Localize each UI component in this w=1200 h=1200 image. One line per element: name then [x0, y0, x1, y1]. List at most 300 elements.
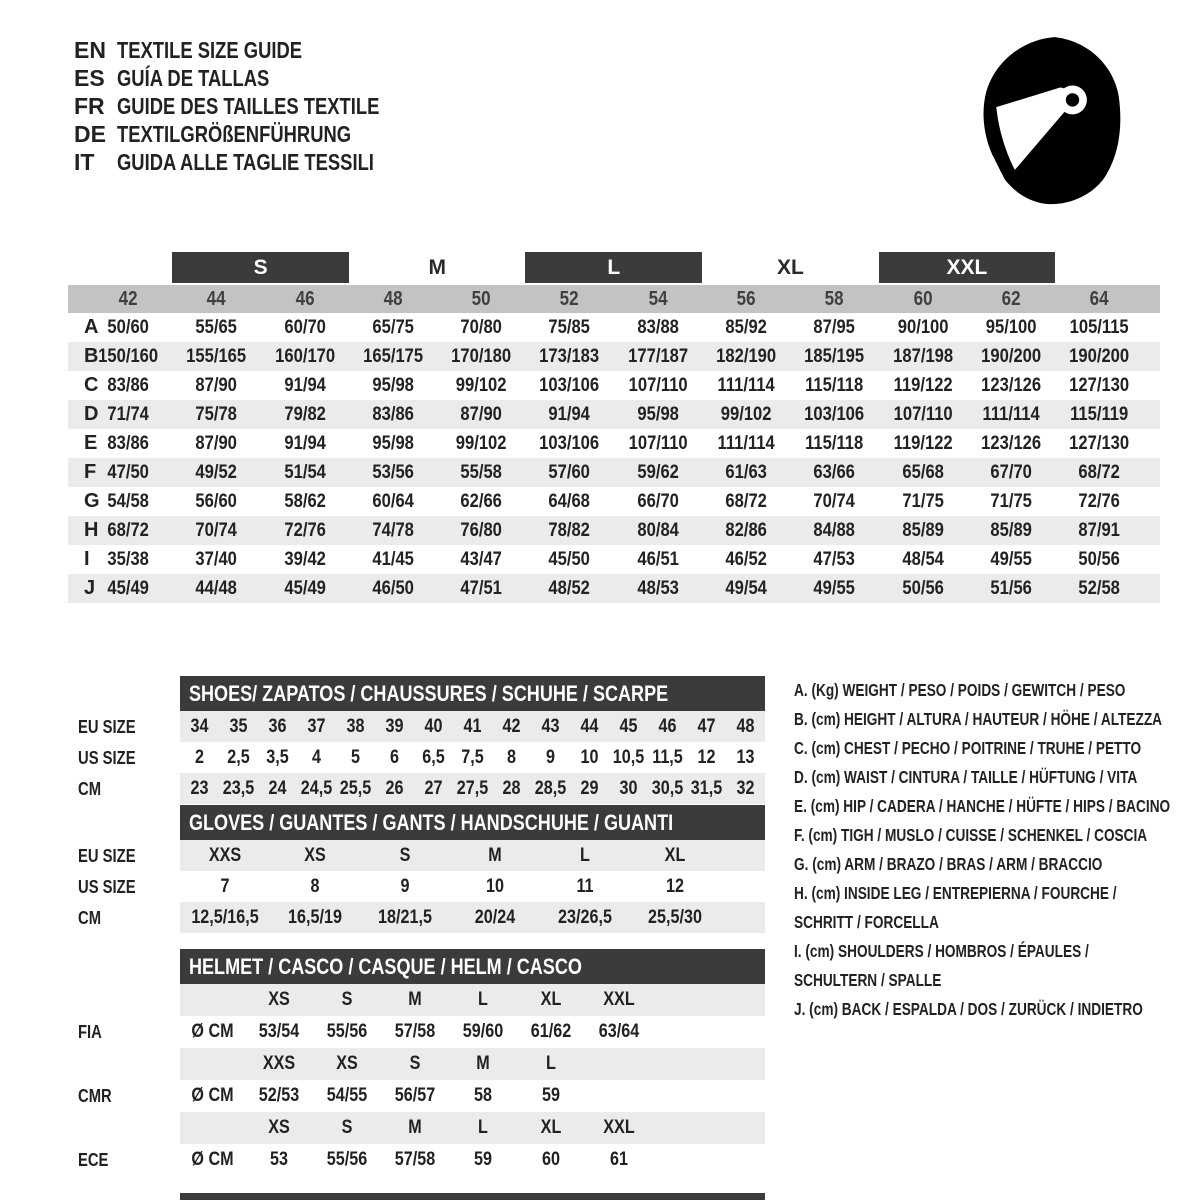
- helmet-size-label: M: [408, 1117, 422, 1138]
- size-value: 67/70: [990, 461, 1032, 483]
- size-value: 160/170: [274, 345, 335, 367]
- size-value: 50/60: [107, 316, 149, 338]
- gloves-value: S: [399, 844, 411, 866]
- size-number-band: [68, 285, 1160, 313]
- shoes-value: 48: [736, 715, 755, 737]
- apparel-row-h: [68, 516, 1160, 545]
- gloves-row-label: CM: [78, 906, 102, 928]
- size-value: 49/55: [990, 548, 1032, 570]
- size-value: 103/106: [539, 432, 600, 454]
- size-value: 84/88: [813, 519, 856, 541]
- size-value: 115/119: [1070, 403, 1129, 425]
- gloves-value: 25,5/30: [648, 906, 702, 928]
- language-label: TEXTILGRÖßENFÜHRUNG: [117, 120, 352, 147]
- helmet-value-cells: [180, 1080, 765, 1112]
- helmet-size-label: S: [341, 989, 353, 1010]
- gloves-value: 11: [576, 875, 594, 897]
- row-label: E: [84, 432, 98, 454]
- size-value: 56/60: [195, 490, 238, 512]
- size-value: 53/56: [372, 461, 414, 483]
- size-value: 177/187: [627, 345, 688, 367]
- shoes-value: 5: [350, 746, 360, 768]
- apparel-measurement-rows: [68, 313, 1160, 603]
- shoes-header-label: SHOES/ ZAPATOS / CHAUSSURES / SCHUHE / SCARPE: [189, 680, 669, 706]
- gloves-header-bar: [180, 805, 765, 840]
- size-value: 95/98: [637, 403, 679, 425]
- helmet-value: 59: [474, 1149, 492, 1170]
- size-value: 83/86: [107, 374, 149, 396]
- language-code: ES: [74, 64, 105, 91]
- legend-line: G. (cm) ARM / BRAZO / BRAS / ARM / BRACCIO: [794, 854, 1103, 874]
- apparel-size-table: [68, 252, 1160, 603]
- helmet-size-label: XS: [268, 989, 290, 1010]
- size-value: 83/88: [637, 316, 679, 338]
- row-label: H: [84, 519, 99, 541]
- helmet-values-ece: [78, 1144, 765, 1176]
- size-number: 62: [1001, 287, 1021, 310]
- helmet-value: 56/57: [394, 1085, 436, 1106]
- helmet-size-label: L: [546, 1053, 556, 1074]
- size-value: 185/195: [804, 345, 865, 367]
- size-value: 71/75: [990, 490, 1032, 512]
- size-number: 50: [471, 287, 491, 310]
- helmet-value: 63/64: [598, 1021, 640, 1042]
- size-value: 55/58: [460, 461, 503, 483]
- row-label: D: [84, 403, 99, 425]
- language-row-fr: [74, 92, 445, 120]
- apparel-row-a: [68, 313, 1160, 342]
- size-value: 63/66: [813, 461, 856, 483]
- size-value: 51/56: [990, 577, 1032, 599]
- size-value: 83/86: [107, 432, 149, 454]
- language-label: GUIDE DES TAILLES TEXTILE: [117, 92, 380, 119]
- legend-item-c: [794, 734, 1200, 763]
- size-value: 76/80: [460, 519, 503, 541]
- size-value: 35/38: [107, 548, 149, 570]
- shoes-value: 45: [619, 715, 638, 737]
- legend-item-j: [794, 995, 1200, 1024]
- measurement-legend: [794, 676, 1200, 1024]
- gloves-value: XXS: [208, 844, 242, 866]
- size-value: 119/122: [893, 432, 953, 454]
- language-label: GUIDA ALLE TAGLIE TESSILI: [117, 148, 374, 175]
- shoes-value: 35: [229, 715, 248, 737]
- shoes-value: 41: [463, 715, 482, 737]
- helmet-value: 61/62: [530, 1021, 572, 1042]
- gloves-value: L: [580, 844, 590, 866]
- size-value: 41/45: [372, 548, 414, 570]
- size-value: 127/130: [1069, 432, 1130, 454]
- helmet-unit-label: Ø CM: [191, 1085, 234, 1106]
- language-code: FR: [74, 92, 105, 119]
- size-value: 87/90: [195, 374, 238, 396]
- legend-item-g: [794, 850, 1200, 879]
- size-value: 47/51: [460, 577, 503, 599]
- shoes-value: 24,5: [300, 777, 333, 799]
- size-number: 64: [1089, 287, 1109, 310]
- legend-item-f: [794, 821, 1200, 850]
- legend-line: E. (cm) HIP / CADERA / HANCHE / HÜFTE / HIPS / BACINO: [794, 796, 1171, 816]
- gloves-value: 8: [310, 875, 320, 897]
- gloves-value: 18/21,5: [378, 906, 432, 928]
- row-label: I: [84, 548, 90, 570]
- shoes-value: 37: [307, 715, 326, 737]
- gloves-value: 7: [220, 875, 230, 897]
- size-value: 95/100: [985, 316, 1037, 338]
- size-value: 71/75: [902, 490, 944, 512]
- size-value: 45/50: [548, 548, 591, 570]
- size-value: 64/68: [548, 490, 591, 512]
- size-number: 60: [913, 287, 933, 310]
- size-number: 56: [736, 287, 756, 310]
- helmet-value: 53/54: [258, 1021, 300, 1042]
- row-label: A: [84, 316, 99, 338]
- size-value: 165/175: [363, 345, 423, 367]
- apparel-row-j: [68, 574, 1160, 603]
- shoes-value: 40: [424, 715, 443, 737]
- size-value: 95/98: [372, 432, 414, 454]
- size-group-xl: XL: [776, 255, 804, 279]
- size-value: 68/72: [725, 490, 767, 512]
- helmet-size-cells: [180, 984, 765, 1016]
- shoes-section: [78, 676, 765, 804]
- size-value: 99/102: [455, 432, 507, 454]
- helmet-unit-label: Ø CM: [191, 1021, 234, 1042]
- gloves-value: XL: [664, 844, 686, 866]
- legend-line: A. (Kg) WEIGHT / PESO / POIDS / GEWITCH / PESO: [794, 680, 1126, 700]
- gloves-value: 10: [486, 875, 504, 897]
- size-value: 105/115: [1069, 316, 1129, 338]
- helmet-value: 55/56: [326, 1149, 368, 1170]
- shoes-value: 6,5: [422, 746, 445, 768]
- helmet-size-spacer: [180, 1048, 245, 1080]
- legend-item-i: [794, 937, 1200, 995]
- size-value: 70/80: [460, 316, 503, 338]
- size-group-xxl: XXL: [879, 252, 1056, 283]
- shoes-value: 29: [580, 777, 599, 799]
- shoes-value: 38: [346, 715, 365, 737]
- legend-line: J. (cm) BACK / ESPALDA / DOS / ZURÜCK / INDIETRO: [794, 999, 1143, 1019]
- shoes-value: 30,5: [651, 777, 684, 799]
- apparel-row-i: [68, 545, 1160, 574]
- helmet-sizes-cmr: [180, 1048, 765, 1080]
- size-value: 46/51: [637, 548, 679, 570]
- helmet-value: 57/58: [394, 1021, 436, 1042]
- size-value: 54/58: [107, 490, 149, 512]
- size-value: 111/114: [717, 432, 775, 454]
- gloves-cells: [180, 871, 765, 902]
- size-value: 123/126: [981, 374, 1042, 396]
- size-value: 85/89: [990, 519, 1032, 541]
- helmet-values-fia: [78, 1016, 765, 1048]
- size-value: 55/65: [195, 316, 238, 338]
- language-label: TEXTILE SIZE GUIDE: [117, 36, 303, 63]
- helmet-size-cells: [180, 1048, 765, 1080]
- size-value: 87/90: [195, 432, 238, 454]
- apparel-row-e: [68, 429, 1160, 458]
- size-group-l: L: [525, 252, 702, 283]
- language-label: GUÍA DE TALLAS: [117, 64, 270, 91]
- shoes-value: 28,5: [534, 777, 567, 799]
- size-value: 111/114: [717, 374, 775, 396]
- gloves-row-label: US SIZE: [78, 875, 136, 897]
- size-value: 71/74: [107, 403, 149, 425]
- size-value: 103/106: [804, 403, 865, 425]
- language-row-es: [74, 64, 445, 92]
- shoes-rows: [78, 711, 765, 804]
- size-group-row: [68, 252, 1160, 283]
- helmet-size-cells: [180, 1112, 765, 1144]
- row-label: F: [84, 461, 97, 483]
- size-value: 46/50: [372, 577, 414, 599]
- size-value: 65/75: [372, 316, 414, 338]
- size-value: 80/84: [637, 519, 679, 541]
- racing-helmet-icon: [975, 33, 1135, 208]
- language-code: DE: [74, 120, 106, 147]
- language-code: IT: [74, 148, 95, 175]
- size-value: 111/114: [982, 403, 1040, 425]
- helmet-value: 53: [270, 1149, 288, 1170]
- helmet-value-cells: [180, 1144, 765, 1176]
- shoes-value: 13: [736, 746, 755, 768]
- legend-line: H. (cm) INSIDE LEG / ENTREPIERNA / FOURCHE /: [794, 883, 1117, 903]
- helmet-value: 59: [542, 1085, 560, 1106]
- gloves-cells: [180, 840, 765, 871]
- shoes-header-bar: [180, 676, 765, 711]
- language-row-de: [74, 120, 445, 148]
- helmet-sizes-ece: [180, 1112, 765, 1144]
- legend-item-e: [794, 792, 1200, 821]
- size-value: 72/76: [1078, 490, 1121, 512]
- shoes-value: 11,5: [652, 746, 683, 768]
- band-spacer: [68, 285, 84, 313]
- shoes-cells: [180, 711, 765, 742]
- shoes-value: 3,5: [266, 746, 289, 768]
- shoes-value: 44: [580, 715, 599, 737]
- shoes-value: 26: [385, 777, 404, 799]
- gloves-value: M: [488, 844, 502, 866]
- size-value: 95/98: [372, 374, 414, 396]
- shoes-value: 28: [502, 777, 521, 799]
- shoes-value: 2,5: [227, 746, 250, 768]
- size-value: 91/94: [548, 403, 591, 425]
- shoes-row-label: EU SIZE: [78, 715, 136, 737]
- helmet-value-cells: [180, 1016, 765, 1048]
- shoes-cells: [180, 742, 765, 773]
- helmet-size-label: XXL: [603, 989, 635, 1010]
- size-value: 190/200: [981, 345, 1042, 367]
- shoes-value: 39: [385, 715, 404, 737]
- shoes-value: 36: [268, 715, 287, 737]
- size-value: 107/110: [628, 432, 688, 454]
- helmet-value: [590, 1080, 648, 1112]
- helmet-sizes-fia: [180, 984, 765, 1016]
- size-value: 47/50: [107, 461, 149, 483]
- size-value: 66/70: [637, 490, 679, 512]
- size-value: 60/70: [283, 316, 326, 338]
- size-value: 52/58: [1078, 577, 1121, 599]
- size-value: 119/122: [893, 374, 953, 396]
- apparel-row-b: [68, 342, 1160, 371]
- size-value: 90/100: [897, 316, 949, 338]
- size-value: 78/82: [548, 519, 591, 541]
- helmet-size-label: M: [476, 1053, 490, 1074]
- size-value: 49/52: [195, 461, 238, 483]
- size-value: 59/62: [637, 461, 679, 483]
- apparel-row-f: [68, 458, 1160, 487]
- shoes-value: 46: [658, 715, 677, 737]
- shoes-value: 27,5: [456, 777, 489, 799]
- gloves-row-eu-size: [78, 840, 765, 871]
- helmet-size-label: L: [478, 1117, 488, 1138]
- size-value: 107/110: [893, 403, 953, 425]
- helmet-header-bar: [180, 949, 765, 984]
- helmet-size-label: L: [478, 989, 488, 1010]
- gloves-header-label: GLOVES / GUANTES / GANTS / HANDSCHUHE / GUANTI: [189, 809, 674, 835]
- shoes-value: 42: [502, 715, 521, 737]
- size-value: 150/160: [98, 345, 159, 367]
- size-value: 115/118: [805, 432, 864, 454]
- legend-line: F. (cm) TIGH / MUSLO / CUISSE / SCHENKEL / COSCIA: [794, 825, 1148, 845]
- gloves-row-us-size: [78, 871, 765, 902]
- size-value: 87/95: [813, 316, 856, 338]
- shoes-row-cm: [78, 773, 765, 804]
- gloves-value: 12,5/16,5: [191, 906, 259, 928]
- language-header: [74, 36, 445, 176]
- shoes-value: 34: [190, 715, 209, 737]
- helmet-value: 55/56: [326, 1021, 368, 1042]
- gloves-value: 23/26,5: [558, 906, 612, 928]
- size-value: 75/78: [195, 403, 238, 425]
- size-value: 46/52: [725, 548, 767, 570]
- size-value: 85/89: [902, 519, 944, 541]
- helmet-section: [78, 949, 765, 1176]
- gloves-value: 9: [400, 875, 410, 897]
- row-label: J: [84, 577, 96, 599]
- legend-line: C. (cm) CHEST / PECHO / POITRINE / TRUHE / PETTO: [794, 738, 1142, 758]
- row-label: C: [84, 374, 99, 396]
- shoes-value: 23,5: [222, 777, 255, 799]
- size-value: 45/49: [107, 577, 149, 599]
- size-value: 48/54: [902, 548, 944, 570]
- size-value: 45/49: [283, 577, 326, 599]
- shoes-value: 32: [736, 777, 755, 799]
- size-value: 51/54: [283, 461, 326, 483]
- size-value: 74/78: [372, 519, 414, 541]
- helmet-size-label: S: [409, 1053, 421, 1074]
- shoes-value: 27: [424, 777, 443, 799]
- helmet-value: 57/58: [394, 1149, 436, 1170]
- size-value: 44/48: [195, 577, 238, 599]
- row-label: G: [84, 490, 100, 512]
- size-value: 39/42: [283, 548, 326, 570]
- size-value: 50/56: [902, 577, 944, 599]
- cutoff-next-section-bar: [180, 1193, 765, 1200]
- legend-item-h: [794, 879, 1200, 937]
- size-value: 99/102: [720, 403, 772, 425]
- apparel-row-g: [68, 487, 1160, 516]
- shoes-value: 2: [194, 746, 204, 768]
- legend-line: D. (cm) WAIST / CINTURA / TAILLE / HÜFTUNG / VITA: [794, 767, 1138, 787]
- size-value: 173/183: [539, 345, 600, 367]
- helmet-size-label: S: [341, 1117, 353, 1138]
- language-code: EN: [74, 36, 106, 63]
- helmet-size-spacer: [180, 1112, 245, 1144]
- size-value: 87/90: [460, 403, 503, 425]
- shoes-row-us-size: [78, 742, 765, 773]
- helmet-size-label: XXS: [262, 1053, 296, 1074]
- helmet-header-label: HELMET / CASCO / CASQUE / HELM / CASCO: [189, 953, 582, 979]
- helmet-unit-label: Ø CM: [191, 1149, 234, 1170]
- size-value: 87/91: [1078, 519, 1121, 541]
- size-value: 187/198: [892, 345, 953, 367]
- helmet-standard-label: ECE: [78, 1149, 109, 1170]
- shoes-row-label: US SIZE: [78, 746, 136, 768]
- size-value: 60/64: [372, 490, 414, 512]
- size-value: 170/180: [451, 345, 512, 367]
- shoes-value: 23: [190, 777, 209, 799]
- gloves-cells: [180, 902, 765, 933]
- helmet-rows: [78, 984, 765, 1176]
- helmet-size-label: XL: [540, 989, 562, 1010]
- shoes-value: 12: [697, 746, 716, 768]
- helmet-size-label: XS: [268, 1117, 290, 1138]
- shoes-value: 10: [580, 746, 599, 768]
- language-row-en: [74, 36, 445, 64]
- gloves-value: 16,5/19: [288, 906, 342, 928]
- shoes-value: 8: [506, 746, 516, 768]
- size-number: 42: [118, 287, 138, 310]
- size-value: 82/86: [725, 519, 767, 541]
- gloves-section: [78, 805, 765, 933]
- size-value: 70/74: [813, 490, 856, 512]
- size-value: 58/62: [283, 490, 326, 512]
- size-number: 44: [206, 287, 226, 310]
- size-value: 57/60: [548, 461, 591, 483]
- gloves-rows: [78, 840, 765, 933]
- shoes-value: 25,5: [339, 777, 372, 799]
- helmet-values-cmr: [78, 1080, 765, 1112]
- shoes-row-label: CM: [78, 777, 102, 799]
- size-value: 50/56: [1078, 548, 1121, 570]
- size-value: 43/47: [460, 548, 503, 570]
- helmet-value: 52/53: [258, 1085, 300, 1106]
- size-value: 49/54: [725, 577, 767, 599]
- legend-item-b: [794, 705, 1200, 734]
- shoes-value: 47: [697, 715, 716, 737]
- shoes-row-eu-size: [78, 711, 765, 742]
- size-value: 107/110: [628, 374, 688, 396]
- helmet-value: 60: [542, 1149, 560, 1170]
- helmet-size-label: XL: [540, 1117, 562, 1138]
- helmet-value: 54/55: [326, 1085, 368, 1106]
- shoes-cells: [180, 773, 765, 804]
- size-value: 155/165: [186, 345, 247, 367]
- helmet-size-label: XS: [336, 1053, 358, 1074]
- row-label: B: [84, 345, 99, 367]
- legend-line: SCHRITT / FORCELLA: [794, 912, 939, 932]
- size-value: 62/66: [460, 490, 503, 512]
- size-value: 99/102: [455, 374, 507, 396]
- size-value: 85/92: [725, 316, 767, 338]
- size-value: 91/94: [283, 432, 326, 454]
- size-value: 75/85: [548, 316, 591, 338]
- size-number: 52: [560, 287, 580, 310]
- shoes-value: 7,5: [461, 746, 484, 768]
- shoes-value: 9: [545, 746, 555, 768]
- size-value: 65/68: [902, 461, 944, 483]
- helmet-value: 61: [610, 1149, 628, 1170]
